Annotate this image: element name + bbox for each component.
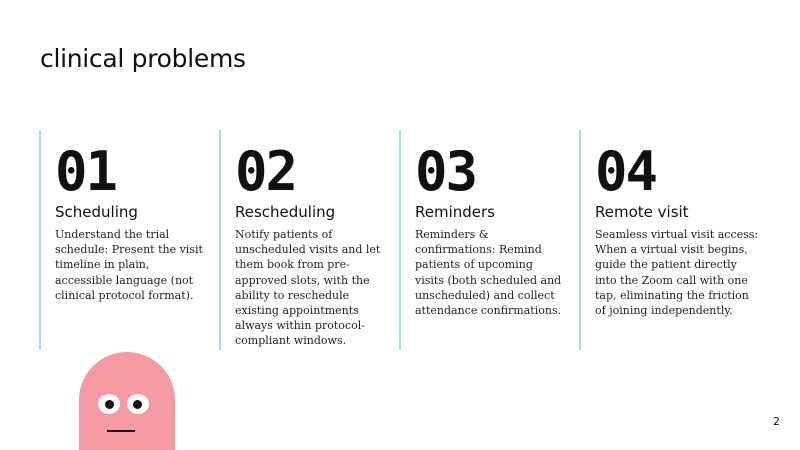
column-body: Understand the trial schedule: Present the visit timeline in plain, accessible language (not clinical protocol format). [55, 228, 203, 302]
problem-columns [0, 130, 800, 352]
problem-column-remote-visit [579, 130, 759, 350]
mascot-left-eye-icon [98, 394, 120, 414]
pink-blob-mascot-icon [79, 352, 175, 450]
column-heading: Rescheduling [235, 203, 336, 221]
column-body: Seamless virtual visit access: When a virtual visit begins, guide the patient directly into the Zoom call with one tap, eliminating the friction of joining independently. [595, 228, 759, 318]
column-heading: Remote visit [595, 203, 689, 221]
page-number: 2 [773, 415, 780, 428]
mascot-mouth-icon [107, 430, 135, 432]
column-body: Notify patients of unscheduled visits and let them book from pre-approved slots, with the ability to reschedule existing appointments always within protocol-compliant windows. [235, 228, 381, 348]
column-number: 04 [595, 140, 657, 203]
column-body: Reminders & confirmations: Remind patients of upcoming visits (both scheduled and unscheduled) and collect attendance confirmations. [415, 228, 562, 318]
slide-title: clinical problems [40, 44, 246, 73]
mascot-right-pupil-icon [133, 400, 142, 409]
problem-column-reminders [399, 130, 564, 350]
problem-column-rescheduling [219, 130, 384, 350]
mascot-left-pupil-icon [105, 400, 114, 409]
problem-column-scheduling [39, 130, 204, 350]
column-number: 03 [415, 140, 477, 203]
column-number: 01 [55, 140, 117, 203]
column-heading: Scheduling [55, 203, 138, 221]
column-heading: Reminders [415, 203, 495, 221]
column-number: 02 [235, 140, 297, 203]
mascot-right-eye-icon [127, 394, 149, 414]
